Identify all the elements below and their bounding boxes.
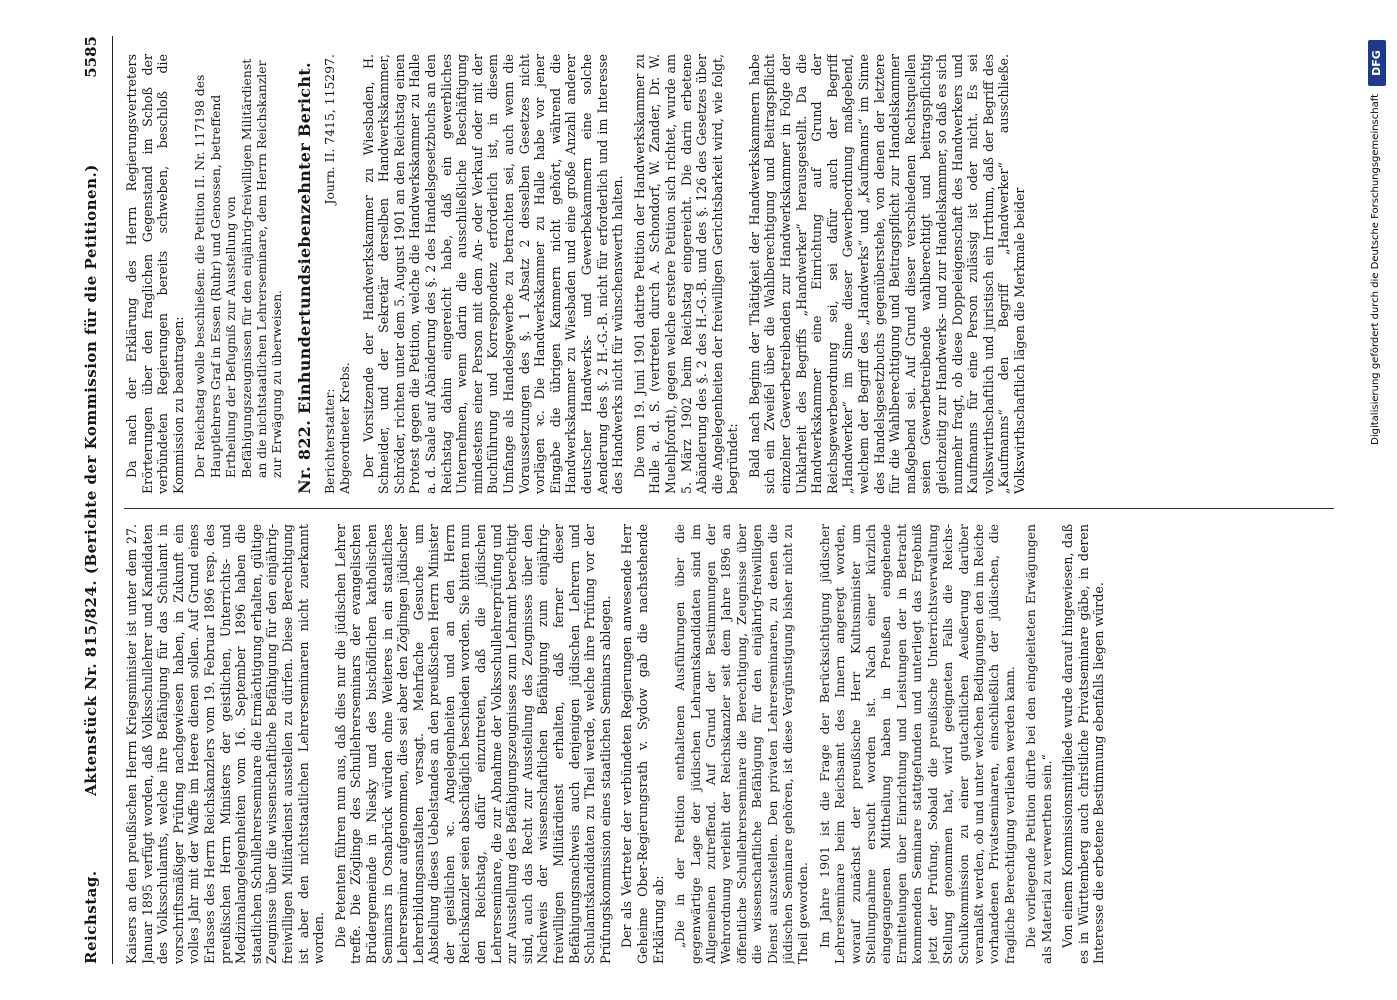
paragraph: Die vom 19. Juni 1901 datirte Petition der Handwerkskammer zu Halle a. d. S. (vertreten durch A. Schondorf, W. Zander, Dr. W. Muehlpfordt), gegen welche erstere Petition sich richtet, wurde am 5. März 1902 beim Reichstag eingereicht. Die darin erbetene Abänderung des §. 2 des H.-G.-B. und des §. 126 des Gesetzes über die Angelegenheiten der freiwilligen Gerichtsbarkeit wird, wie folgt, begründet: (631, 54, 741, 494)
reporter (322, 362, 353, 494)
paragraph: Kaisers an den preußischen Herrn Kriegsminister ist unter dem 27. Januar 1895 verfügt worden, daß Volksschullehrer und Kandidaten des Volksschulamts, welche ihre Befähigung für das Schulamt in vorschriftsmäßiger Prüfung nachgewiesen haben, in Zukunft ein volles Jahr mit der Waffe im Heere dienen sollen. Auf Grund eines Erlasses des Herrn Reichskanzlers vom 19. Februar 1896 resp. des preußischen Herrn Ministers der geistlichen, Unterrichts- und Medizinalangelegenheiten vom 16. September 1896 haben die staatlichen Schullehrerseminare die Ermächtigung erhalten, gültige Zeugnisse über die wissenschaftliche Befähigung für den einjährig-freiwilligen Militärdienst ausstellen zu dürfen. Diese Berechtigung ist aber den nichtstaatlichen Lehrerseminaren nicht zuerkannt worden. (124, 524, 327, 964)
quote-paragraph: Die vorliegende Petition dürfte bei den eingeleiteten Erwägungen als Material zu verwerthen sein.“ (1023, 524, 1054, 964)
running-head (72, 36, 113, 964)
left-column (124, 524, 1334, 964)
report-heading: Nr. 822. Einhundertundsiebenzehnter Bericht. (294, 62, 314, 494)
quote-paragraph: Im Jahre 1901 ist die Frage der Berücksichtigung jüdischer Lehrerseminare beim Reichsamt des Innern angeregt worden, worauf zunächst der preußische Herr Kultusminister um Stellungnahme ersucht worden ist. Nach einer kürzlich eingegangenen Mittheilung haben in Preußen eingehende Ermittelungen über Einrichtung und Leistungen der in Betracht kommenden Seminare stattgefunden und unterliegt das Ergebniß jetzt der Prüfung. Sobald die preußische Unterrichtsverwaltung Stellung genommen hat, wird geeigneten Falls die Reichs-Schulkommission zu einer gutachtlichen Aeußerung darüber veranlaßt werden, ob und unter welchen Bedingungen den im Reiche vorhandenen Privatseminaren, einschließlich der jüdischen, die fragliche Berechtigung verliehen werden kann. (816, 524, 1017, 964)
paragraph: Da nach der Erklärung des Herrn Regierungsvertreters Erörterungen über den fraglichen Gegenstand im Schoß der verbündeten Regierungen bereits schweben, beschloß die Kommission zu beantragen: (124, 54, 186, 494)
document-page (72, 36, 1342, 964)
resolution: Der Reichstag wolle beschließen: die Petition II. Nr. 117198 des Hauptlehrers Graf in Essen (Ruhr) und Genossen, betreffend Ertheilung der Befugniß zur Ausstellung von Befähigungszeugnissen für den einjährig-freiwilligen Militärdienst an die nichtstaatlichen Lehrerseminare, dem Herrn Reichskanzler zur Erwägung zu überweisen. (192, 58, 285, 478)
reporter-info (322, 54, 353, 494)
page-number: 5585 (82, 36, 100, 78)
right-column (124, 54, 1334, 494)
paragraph: Bald nach Beginn der Thätigkeit der Handwerkskammern habe sich ein Zweifel über die Wahlberechtigung und Beitragspflicht einzelner Gewerbetreibenden zur Handwerkskammer in Folge der Unklarheit des Begriffs „Handwerker“ herausgestellt. Da die Handwerkskammer eine Einrichtung auf Grund der Reichsgewerbeordnung sei, sei dafür auch der Begriff „Handwerker“ im Sinne dieser Gewerbeordnung maßgebend, welchem der Begriff des „Handwerks“ und „Kaufmanns“ im Sinne des Handelsgesetzbuchs gegenüberstehe, von denen der letztere für die Wahlberechtigung und Beitragspflicht zur Handelskammer maßgebend sei. Auf Grund dieser verschiedenen Rechtsquellen seien Gewerbetreibende wahlberechtigt und beitragspflichtig gleichzeitig zur Handwerks- und zur Handelskammer, so daß es sich nunmehr fragt, ob diese Doppeleigenschaft des Handwerkers und Kaufmanns für eine Person zulässig ist oder nicht. Es sei volkswirthschaftlich und juristisch ein Irrthum, daß der Begriff des „Kaufmanns“ den Begriff „Handwerker“ ausschließe. Volkswirthschaftlich lägen die Merkmale beider (746, 54, 1027, 494)
dfg-logo: DFG (1368, 40, 1386, 86)
paragraph: Der als Vertreter der verbündeten Regierungen anwesende Herr Geheime Ober-Regierungsrath v. Sydow gab die nachstehende Erklärung ab: (619, 524, 666, 964)
credit-text: Digitalisierung gefördert durch die Deutsche Forschungsgemeinschaft (1370, 94, 1381, 445)
paragraph: Der Vorsitzende der Handwerkskammer zu Wiesbaden, H. Schneider, und der Sekretär derselben Handwerkskammer, Schröder, richten unter dem 5. August 1901 an den Reichstag einen Protest gegen die Petition, welche die Handwerkskammer zu Halle a. d. Saale auf Abänderung des §. 2 des Handelsgesetzbuchs an den Reichstag dahin eingereicht habe, daß ein gewerbliches Unternehmen, wenn darin die ausschließliche Beschäftigung mindestens einer Person mit dem An- oder Verkauf oder mit der Buchführung und Korrespondenz erforderlich ist, in diesem Umfange als Handelsgewerbe zu betrachten sei, auch wenn die Voraussetzungen des §. 1 Absatz 2 desselben Gesetzes nicht vorlägen ꝛc. Die Handwerkskammer zu Halle habe vor jener Eingabe die übrigen Kammern nicht gehört, während die Handwerkskammer zu Wiesbaden und eine große Anzahl anderer deutscher Handwerks- und Gewerbekammern eine solche Aenderung des §. 2 H.-G.-B. nicht für erforderlich und im Interesse des Handwerks nicht für wünschenswerth halten. (360, 54, 626, 494)
quote-paragraph: „Die in der Petition enthaltenen Ausführungen über die gegenwärtige Lage der jüdischen Lehramtskandidaten sind im Allgemeinen zutreffend. Auf Grund der Bestimmungen der Wehrordnung verleiht der Reichskanzler seit dem Jahre 1896 an öffentliche Schullehrerseminare die Berechtigung, Zeugnisse über die wissenschaftliche Befähigung für den einjährig-freiwilligen Dienst auszustellen. Den privaten Lehrerseminaren, zu denen die jüdischen Seminare gehören, ist diese Vergünstigung bisher nicht zu Theil geworden. (672, 524, 811, 964)
reporter-name: Abgeordneter Krebs. (337, 362, 353, 494)
column-divider (124, 508, 1334, 509)
paragraph: Die Petenten führen nun aus, daß dies nur die jüdischen Lehrer treffe. Die Zöglinge des Schullehrerseminars der evangelischen Brüdergemeinde in Niesky und des bischöflichen katholischen Seminars in Osnabrück würden ohne Weiteres in ein staatliches Lehrerseminar aufgenommen, dies sei aber den Zöglingen jüdischer Lehrerbildungsanstalten versagt. Mehrfache Gesuche um Abstellung dieses Uebelstandes an den preußischen Herrn Minister der geistlichen ꝛc. Angelegenheiten und an den Herrn Reichskanzler seien abschläglich beschieden worden. Sie bitten nun den Reichstag, dafür einzutreten, daß die jüdischen Lehrerseminare, die zur Abnahme der Volksschullehrerprüfung und zur Ausstellung des Befähigungszeugnisses zum Lehramt berechtigt sind, auch das Recht zur Ausstellung des Zeugnisses über den Nachweis der wissenschaftlichen Befähigung zum einjährig-freiwilligen Militärdienst erhalten, daß ferner dieser Befähigungsnachweis auch denjenigen jüdischen Lehrern und Schulamtskandidaten zu Theil werde, welche ihre Prüfung vor der Prüfungskommission eines staatlichen Seminars ablegen. (332, 524, 613, 964)
header-title: Aktenstück Nr. 815/824. (Berichte der Kommission für die Petitionen.) (82, 164, 100, 796)
header-left: Reichstag. (82, 870, 100, 964)
paragraph: Von einem Kommissionsmitgliede wurde darauf hingewiesen, daß es in Württemberg auch christliche Privatseminare gäbe, in deren Interesse die erbetene Bestimmung ebenfalls liegen würde. (1059, 524, 1107, 964)
journal-number: Journ. II. 7415, 115297. (321, 54, 337, 205)
reporter-label: Berichterstatter: (321, 388, 337, 494)
digitization-credit (1366, 40, 1390, 960)
